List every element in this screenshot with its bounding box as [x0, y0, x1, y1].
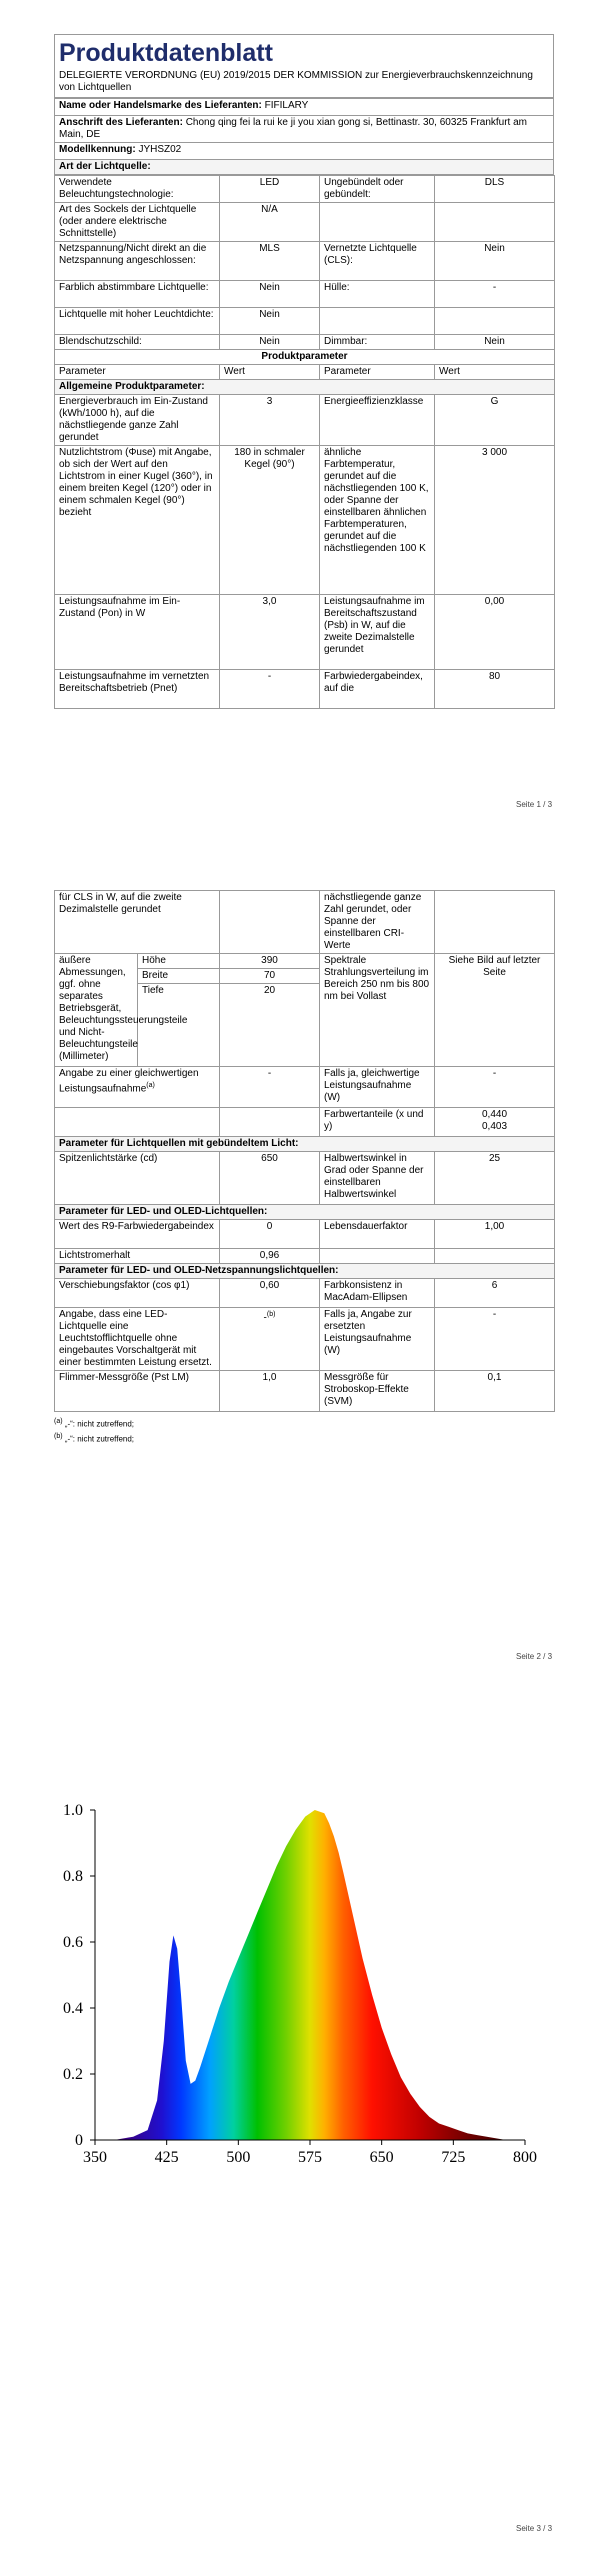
ls-label-2: Vernetzte Lichtquelle (CLS): — [320, 242, 435, 281]
ls-value-2: - — [435, 281, 555, 308]
dim-depth-value: 20 — [220, 984, 320, 1067]
equiv-power-label: Falls ja, gleichwertige Leistungsaufnahme (W) — [320, 1067, 435, 1108]
params-header-parameter: Parameter — [55, 365, 220, 380]
ls-row — [55, 176, 555, 203]
ls-value: N/A — [220, 203, 320, 242]
gen-row — [55, 395, 555, 446]
spectral-label: Spektrale Strahlungsverteilung im Bereich 250 nm bis 800 nm bei Vollast — [320, 954, 435, 1067]
gen-label: Leistungsaufnahme im Ein-Zustand (Pon) in W — [55, 595, 220, 670]
lumen-maintenance-value: 0,96 — [220, 1249, 320, 1264]
ls-label: Blendschutzschild: — [55, 335, 220, 350]
dimensions-label: äußere Abmessungen, ggf. ohne separates Betriebsgerät, Beleuchtungssteuerungsteile und Nicht-Beleuchtungsteile (Millimeter) — [55, 954, 138, 1067]
dim-height-label: Höhe — [138, 954, 220, 969]
spectral-distribution-chart — [0, 1780, 603, 2200]
r9-value: 0 — [220, 1220, 320, 1249]
gen-label-2: Leistungsaufnahme im Bereitschaftszustand (Psb) in W, auf die zweite Dezimalstelle gerundet — [320, 595, 435, 670]
pnet-label-cont: für CLS in W, auf die zweite Dezimalstelle gerundet — [55, 891, 220, 954]
beam-angle-value: 25 — [435, 1152, 555, 1205]
params-title: Produktparameter — [55, 350, 555, 365]
beam-angle-label: Halbwertswinkel in Grad oder Spanne der einstellbaren Halbwertswinkel — [320, 1152, 435, 1205]
ls-value-2 — [435, 308, 555, 335]
chromaticity-label: Farbwertanteile (x und y) — [320, 1108, 435, 1137]
footnote-a: $^{(a)}$ „-“: nicht zutreffend; — [54, 1418, 135, 1429]
ls-label: Verwendete Beleuchtungstechnologie: — [55, 176, 220, 203]
ls-value: Nein — [220, 335, 320, 350]
gen-label: Energieverbrauch im Ein-Zustand (kWh/1000 h), auf die nächstliegende ganze Zahl gerundet — [55, 395, 220, 446]
gen-value-2: 3 000 — [435, 446, 555, 595]
page-number-2: Seite 2 / 3 — [516, 1652, 553, 1661]
document-subtitle: DELEGIERTE VERORDNUNG (EU) 2019/2015 DER KOMMISSION zur Energieverbrauchskennzeichnung von Lichtquellen — [54, 70, 554, 98]
x-tick-label: 425 — [154, 2149, 179, 2166]
ls-label-2 — [320, 308, 435, 335]
dim-depth-label: Tiefe — [138, 984, 220, 1067]
params-header-parameter-2: Parameter — [320, 365, 435, 380]
mains-section-heading: Parameter für LED- und OLED-Netzspannungslichtquellen: — [55, 1264, 555, 1279]
x-tick-label: 350 — [83, 2149, 107, 2166]
ls-label: Farblich abstimmbare Lichtquelle: — [55, 281, 220, 308]
x-tick-label: 725 — [441, 2149, 466, 2166]
model-label: Modellkennung: — [59, 144, 136, 155]
gen-label: Nutzlichtstrom (Φuse) mit Angabe, ob sich der Wert auf den Lichtstrom in einer Kugel (360°), in einem breiten Kegel (120°) oder in einem schmalen Kegel (90°) bezieht — [55, 446, 220, 595]
equiv-value: - — [220, 1067, 320, 1108]
dim-width-value: 70 — [220, 969, 320, 984]
replaced-power-label: Falls ja, Angabe zur ersetzten Leistungsaufnahme (W) — [320, 1308, 435, 1371]
y-tick-label: 0.4 — [63, 2000, 83, 2017]
ls-label: Netzspannung/Nicht direkt an die Netzspannung angeschlossen: — [55, 242, 220, 281]
replaced-power-value: - — [435, 1308, 555, 1371]
gen-label-2: Farbwiedergabeindex, auf die — [320, 670, 435, 709]
supplier-address-value: Chong qing fei la rui ke ji you xian gong si, Bettinastr. 30, 60325 Frankfurt am Main, DE — [59, 117, 528, 140]
supplier-address-label: Anschrift des Lieferanten: — [59, 117, 183, 128]
ls-value-2: DLS — [435, 176, 555, 203]
gen-value: - — [220, 670, 320, 709]
ls-value: MLS — [220, 242, 320, 281]
datasheet-page-1 — [54, 34, 554, 709]
ls-label-2: Dimmbar: — [320, 335, 435, 350]
flicker-label: Flimmer-Messgröße (Pst LM) — [55, 1371, 220, 1412]
page-number-3: Seite 3 / 3 — [516, 2524, 553, 2533]
ls-value: Nein — [220, 308, 320, 335]
supplier-name-label: Name oder Handelsmarke des Lieferanten: — [59, 100, 262, 111]
led-section-heading: Parameter für LED- und OLED-Lichtquellen: — [55, 1205, 555, 1220]
gen-row — [55, 670, 555, 709]
params-header-value-2: Wert — [435, 365, 555, 380]
spectrum-area — [114, 1810, 506, 2140]
ls-label: Lichtquelle mit hoher Leuchtdichte: — [55, 308, 220, 335]
displacement-factor-value: 0,60 — [220, 1279, 320, 1308]
survival-factor-value: 1,00 — [435, 1220, 555, 1249]
y-tick-label: 1.0 — [63, 1802, 83, 1819]
y-tick-label: 0.8 — [63, 1868, 83, 1885]
ls-value-2: Nein — [435, 242, 555, 281]
gen-value: 3 — [220, 395, 320, 446]
ls-row — [55, 281, 555, 308]
supplier-name-value: FIFILARY — [264, 100, 309, 111]
model-value: JYHSZ02 — [138, 144, 182, 155]
peak-intensity-value: 650 — [220, 1152, 320, 1205]
ls-label: Art des Sockels der Lichtquelle (oder andere elektrische Schnittstelle) — [55, 203, 220, 242]
dim-width-label: Breite — [138, 969, 220, 984]
continuation-table: für CLS in W, auf die zweite Dezimalstelle gerundet nächstliegende ganze Zahl gerundet, oder Spanne der einstellbaren CRI-Werte äußere Abmessungen, ggf. ohne separates Betriebsgerät, Beleuchtungssteuerungsteile und Nicht-Beleuchtungsteile (Millimeter) Höhe 390 Spektrale Strahlungsverteilung im Bereich 250 nm bis 800 nm bei Vollast Siehe Bild auf letzter Seite Breite 70 Tiefe 20 Angabe zu einer gleichwertigen Leistungsaufnahme$^{(a)}$ - Falls ja, gleichwertige Leistungsaufnahme (W) - Farbwertanteile (x und y) 0,440 0,403 Parameter für Lichtquellen mit gebündeltem Licht: Spitzenlichtstärke (cd) 650 Halbwertswinkel in Grad oder Spanne der einstellbaren Halbwertswinkel 25 Parameter für LED- und OLED-Lichtquellen: Wert des R9-Farbwiedergabeindex 0 Lebensdauerfaktor 1,00 Lichtstromerhalt 0,96 Parameter für LED- und OLED-Netzspannungslichtquellen: Verschiebungsfaktor (cos φ1) 0,60 Farbkonsistenz in MacAdam-Ellipsen 6 Angabe, dass eine LED-Lichtquelle eine Leuchtstofflichtquelle ohne eingebautes Vorschaltgerät mit einer bestimmten Leistung ersetzt. -$^{(b)}$ Falls ja, Angabe zur ersetzten Leistungsaufnahme (W) - Flimmer-Messgröße (Pst LM) 1,0 Messgröße für Stroboskop-Effekte (SVM) 0,1 — [54, 890, 555, 1412]
directional-section-heading: Parameter für Lichtquellen mit gebündeltem Licht: — [55, 1137, 555, 1152]
ls-row — [55, 203, 555, 242]
x-tick-label: 575 — [298, 2149, 322, 2166]
flicker-value: 1,0 — [220, 1371, 320, 1412]
x-tick-label: 800 — [513, 2149, 537, 2166]
footnote-b: $^{(b)}$ „-“: nicht zutreffend; — [54, 1432, 135, 1444]
stroboscopic-value: 0,1 — [435, 1371, 555, 1412]
y-tick-label: 0.2 — [63, 2066, 83, 2083]
color-consistency-value: 6 — [435, 1279, 555, 1308]
x-tick-label: 650 — [369, 2149, 394, 2166]
supplier-table — [54, 98, 554, 175]
ls-value: LED — [220, 176, 320, 203]
general-section-heading: Allgemeine Produktparameter: — [55, 380, 555, 395]
ls-label-2: Ungebündelt oder gebündelt: — [320, 176, 435, 203]
r9-label: Wert des R9-Farbwiedergabeindex — [55, 1220, 220, 1249]
gen-label-2: ähnliche Farbtemperatur, gerundet auf die nächstliegenden 100 K, oder Spanne der einstellbaren ähnlichen Farbtemperaturen, gerundet auf die nächstliegenden 100 K — [320, 446, 435, 595]
ls-value: Nein — [220, 281, 320, 308]
datasheet-page-2 — [54, 890, 554, 1445]
gen-value: 3,0 — [220, 595, 320, 670]
gen-label-2: Energieeffizienzklasse — [320, 395, 435, 446]
dim-height-value: 390 — [220, 954, 320, 969]
spectral-value: Siehe Bild auf letzter Seite — [435, 954, 555, 1067]
ls-value-2: Nein — [435, 335, 555, 350]
peak-intensity-label: Spitzenlichtstärke (cd) — [55, 1152, 220, 1205]
stroboscopic-label: Messgröße für Stroboskop-Effekte (SVM) — [320, 1371, 435, 1412]
ls-row — [55, 335, 555, 350]
y-tick-label: 0 — [75, 2132, 83, 2149]
params-header-value: Wert — [220, 365, 320, 380]
ls-label-2: Hülle: — [320, 281, 435, 308]
page-3 — [0, 1720, 603, 2560]
document-title: Produktdatenblatt — [54, 34, 554, 70]
replacement-value: - — [263, 1312, 267, 1324]
gen-value-2: 80 — [435, 670, 555, 709]
color-consistency-label: Farbkonsistenz in MacAdam-Ellipsen — [320, 1279, 435, 1308]
ls-label-2 — [320, 203, 435, 242]
page-2 — [0, 830, 603, 1720]
lumen-maintenance-label: Lichtstromerhalt — [55, 1249, 220, 1264]
replacement-label: Angabe, dass eine LED-Lichtquelle eine Leuchtstofflichtquelle ohne eingebautes Vorschaltgerät mit einer bestimmten Leistung ersetzt. — [55, 1308, 220, 1371]
equiv-power-value: - — [435, 1067, 555, 1108]
displacement-factor-label: Verschiebungsfaktor (cos φ1) — [55, 1279, 220, 1308]
ls-value-2 — [435, 203, 555, 242]
survival-factor-label: Lebensdauerfaktor — [320, 1220, 435, 1249]
gen-row — [55, 446, 555, 595]
gen-label: Leistungsaufnahme im vernetzten Bereitschaftsbetrieb (Pnet) — [55, 670, 220, 709]
ls-row — [55, 308, 555, 335]
page-1 — [0, 0, 603, 830]
x-tick-label: 500 — [226, 2149, 251, 2166]
y-tick-label: 0.6 — [63, 1934, 83, 1951]
gen-value-2: 0,00 — [435, 595, 555, 670]
chromaticity-y: 0,403 — [481, 1121, 508, 1132]
page-number-1: Seite 1 / 3 — [516, 800, 553, 809]
gen-row — [55, 595, 555, 670]
lightsource-table — [54, 175, 555, 709]
chromaticity-x: 0,440 — [481, 1109, 508, 1120]
gen-value-2: G — [435, 395, 555, 446]
ls-row — [55, 242, 555, 281]
lightsource-section-heading: Art der Lichtquelle: — [55, 160, 554, 175]
gen-value: 180 in schmaler Kegel (90°) — [220, 446, 320, 595]
equiv-label: Angabe zu einer gleichwertigen Leistungsaufnahme — [59, 1068, 199, 1095]
cri-label-cont: nächstliegende ganze Zahl gerundet, oder Spanne der einstellbaren CRI-Werte — [320, 891, 435, 954]
